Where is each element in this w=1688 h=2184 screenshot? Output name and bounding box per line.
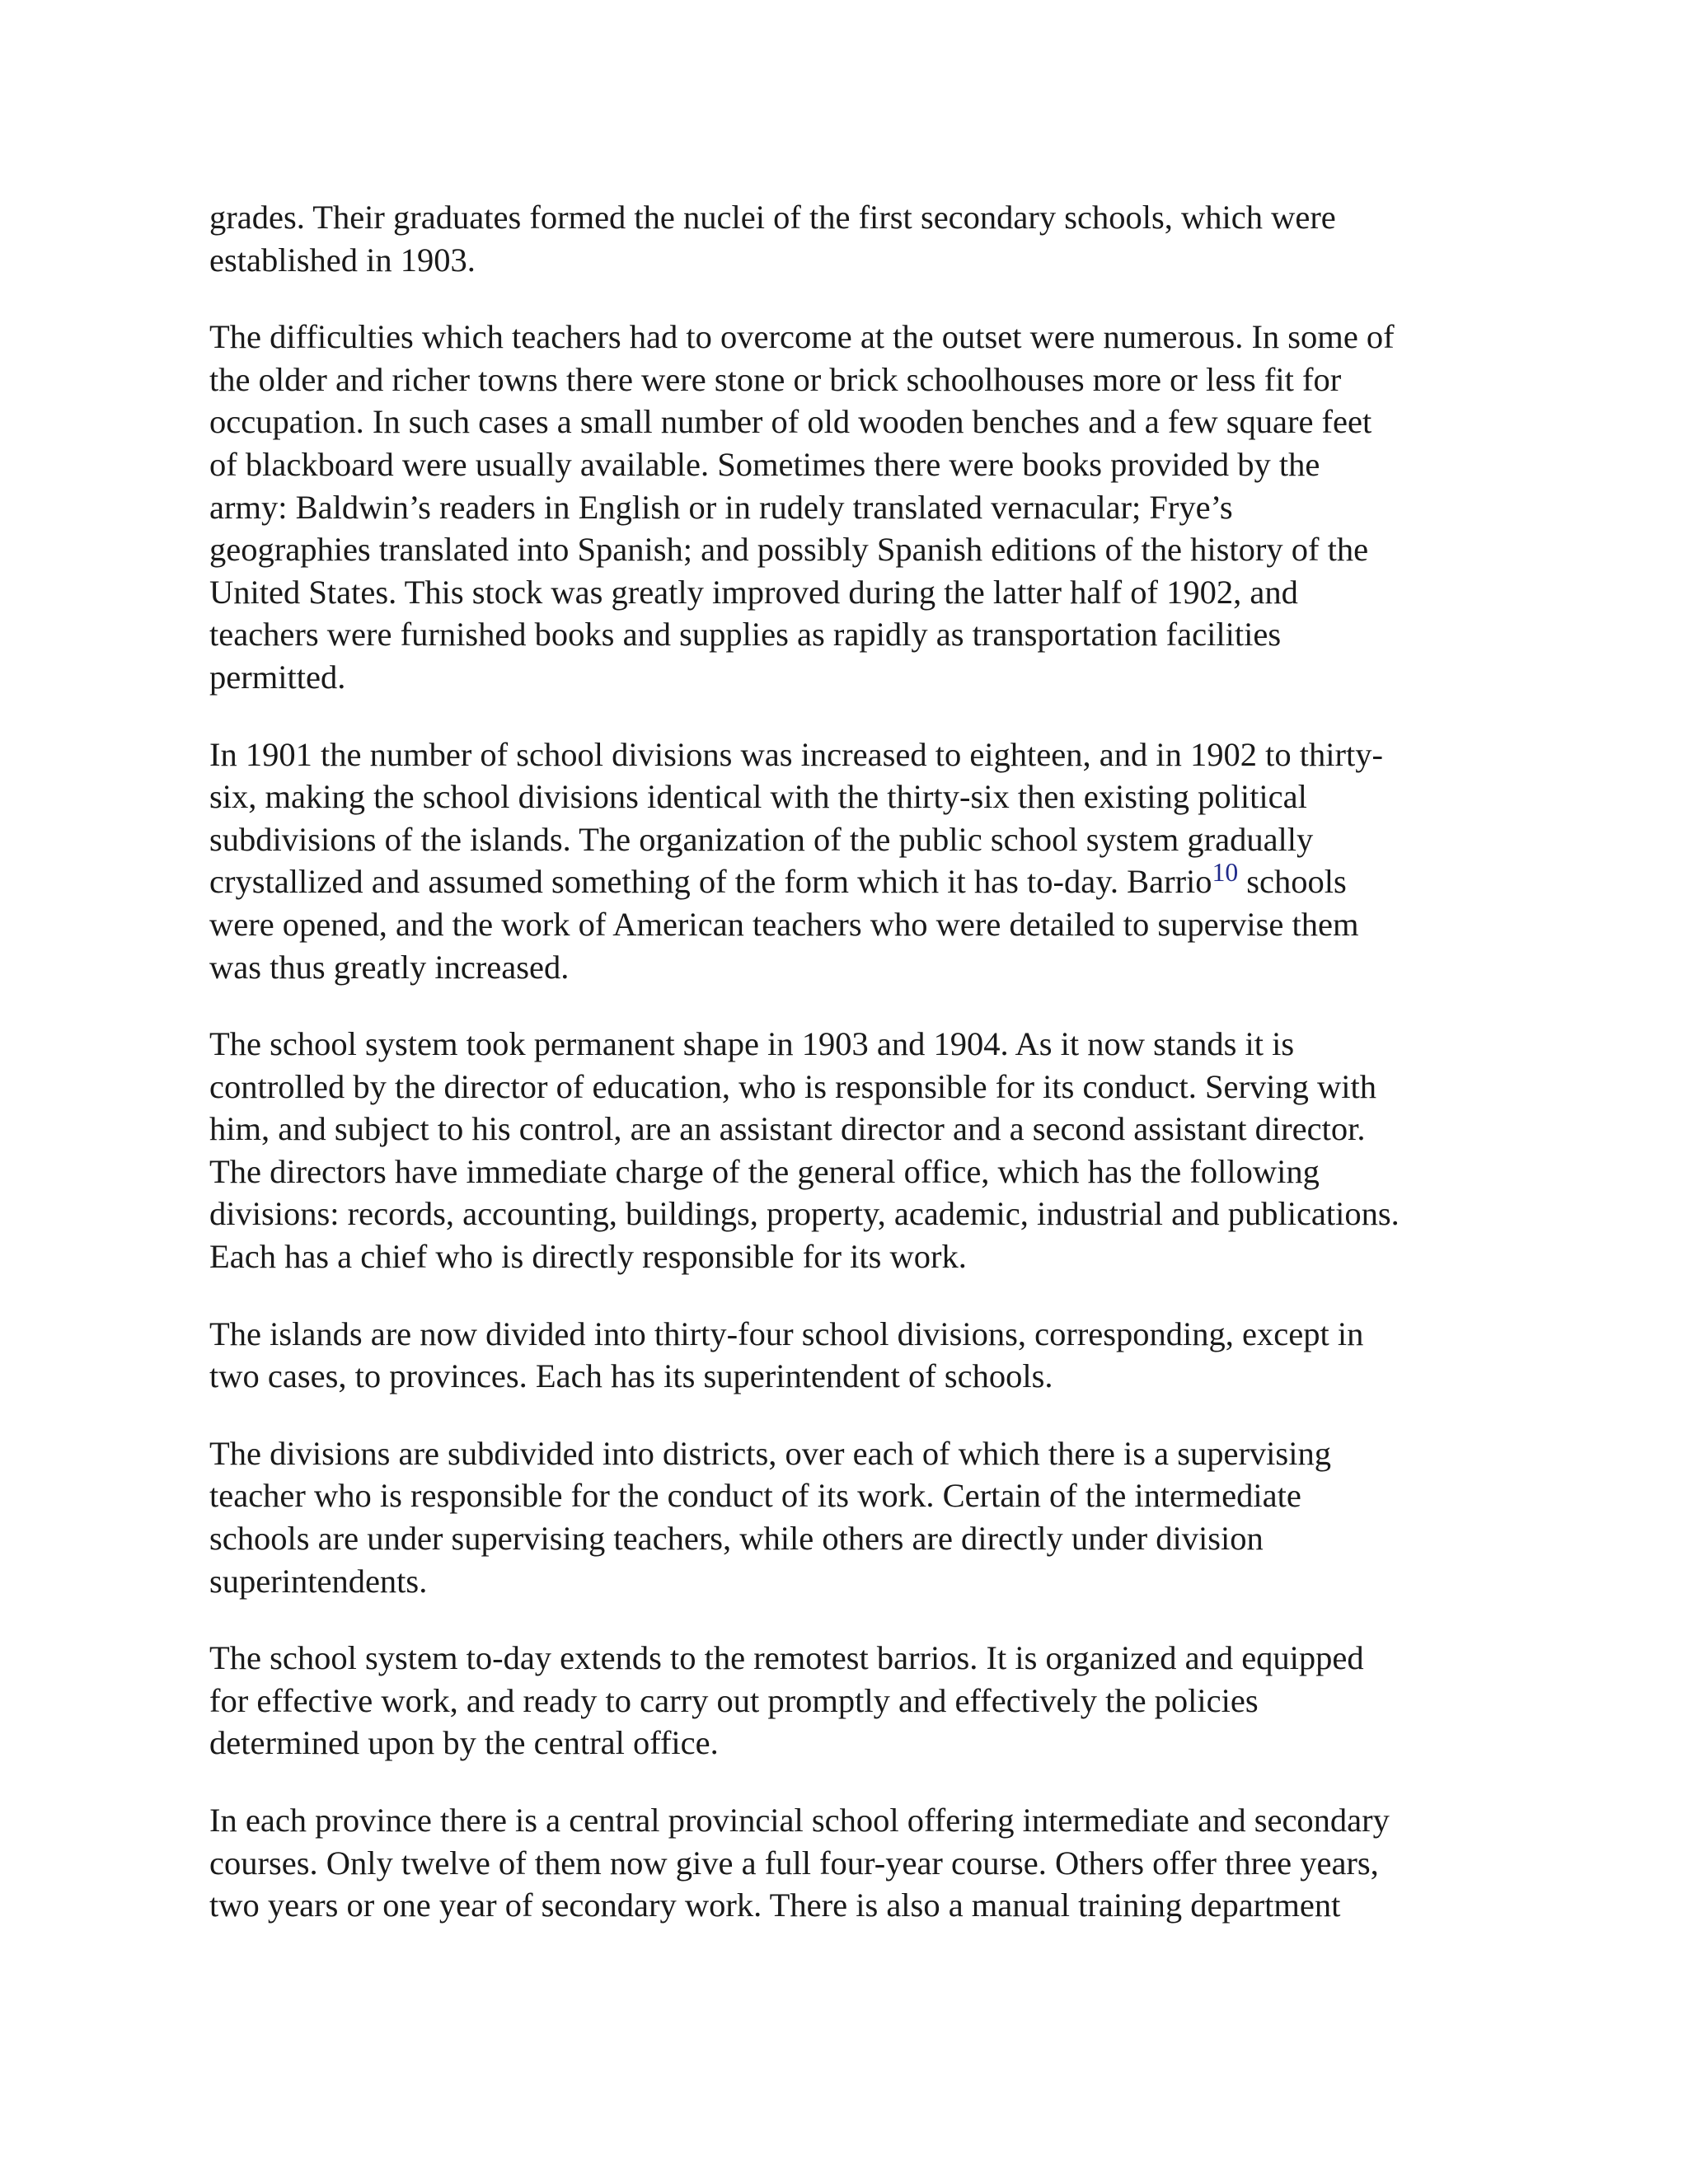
text-line: teachers were furnished books and supplies as rapidly as transportation facilities xyxy=(209,616,1282,654)
text-line: geographies translated into Spanish; and possibly Spanish editions of the history of the xyxy=(209,531,1369,569)
text-line: subdivisions of the islands. The organization of the public school system gradually xyxy=(209,820,1314,858)
text-line: In 1901 the number of school divisions was increased to eighteen, and in 1902 to thirty- xyxy=(209,735,1383,773)
text-line: Each has a chief who is directly responsible for its work. xyxy=(209,1238,967,1276)
paragraph-1 xyxy=(209,196,1495,281)
paragraph-2 xyxy=(209,316,1495,698)
text-line: The islands are now divided into thirty-four school divisions, corresponding, except in xyxy=(209,1315,1364,1352)
text-line: superintendents. xyxy=(209,1562,428,1600)
text-line: was thus greatly increased. xyxy=(209,948,570,986)
text-line: divisions: records, accounting, buildings, property, academic, industrial and publications. xyxy=(209,1195,1400,1233)
text-line: The school system took permanent shape in 1903 and 1904. As it now stands it is xyxy=(209,1025,1295,1063)
text-line: were opened, and the work of American teachers who were detailed to supervise them xyxy=(209,905,1359,943)
text-line: occupation. In such cases a small number of old wooden benches and a few square feet xyxy=(209,403,1372,441)
text-line: courses. Only twelve of them now give a full four-year course. Others offer three years, xyxy=(209,1844,1379,1882)
text-line: determined upon by the central office. xyxy=(209,1724,719,1762)
text-line: two cases, to provinces. Each has its superintendent of schools. xyxy=(209,1357,1053,1395)
text-segment: crystallized and assumed something of the form which it has to-day. Barrio xyxy=(209,863,1212,901)
paragraph-4 xyxy=(209,1023,1495,1278)
text-line: six, making the school divisions identical with the thirty-six then existing political xyxy=(209,778,1307,816)
text-line: for effective work, and ready to carry out promptly and effectively the policies xyxy=(209,1681,1259,1719)
footnote-link-10[interactable]: 10 xyxy=(1212,858,1239,888)
text-line: established in 1903. xyxy=(209,241,476,279)
paragraph-6 xyxy=(209,1432,1495,1602)
text-line: teacher who is responsible for the conduct of its work. Certain of the intermediate xyxy=(209,1477,1301,1515)
paragraph-8 xyxy=(209,1799,1495,1927)
text-line: schools are under supervising teachers, while others are directly under division xyxy=(209,1520,1264,1558)
text-line: controlled by the director of education, who is responsible for its conduct. Serving with xyxy=(209,1067,1377,1105)
paragraph-3 xyxy=(209,733,1495,989)
text-line: army: Baldwin’s readers in English or in rudely translated vernacular; Frye’s xyxy=(209,488,1233,526)
paragraph-7 xyxy=(209,1637,1495,1765)
text-line: permitted. xyxy=(209,658,346,696)
text-line: two years or one year of secondary work. There is also a manual training department xyxy=(209,1886,1341,1924)
text-line xyxy=(209,860,1495,903)
document-page xyxy=(209,196,1495,1961)
text-line: The difficulties which teachers had to overcome at the outset were numerous. In some of xyxy=(209,318,1395,356)
text-line: him, and subject to his control, are an assistant director and a second assistant director. xyxy=(209,1110,1366,1148)
text-line: United States. This stock was greatly improved during the latter half of 1902, and xyxy=(209,573,1298,611)
text-line: The divisions are subdivided into districts, over each of which there is a supervising xyxy=(209,1434,1331,1472)
text-line: the older and richer towns there were stone or brick schoolhouses more or less fit for xyxy=(209,360,1342,398)
text-line: grades. Their graduates formed the nuclei of the first secondary schools, which were xyxy=(209,199,1336,236)
paragraph-5 xyxy=(209,1313,1495,1398)
text-line: of blackboard were usually available. Sometimes there were books provided by the xyxy=(209,445,1320,483)
text-line: The school system to-day extends to the remotest barrios. It is organized and equipped xyxy=(209,1639,1364,1677)
text-segment: schools xyxy=(1238,863,1347,901)
text-line: The directors have immediate charge of the general office, which has the following xyxy=(209,1152,1320,1190)
text-line: In each province there is a central provincial school offering intermediate and secondary xyxy=(209,1802,1390,1839)
